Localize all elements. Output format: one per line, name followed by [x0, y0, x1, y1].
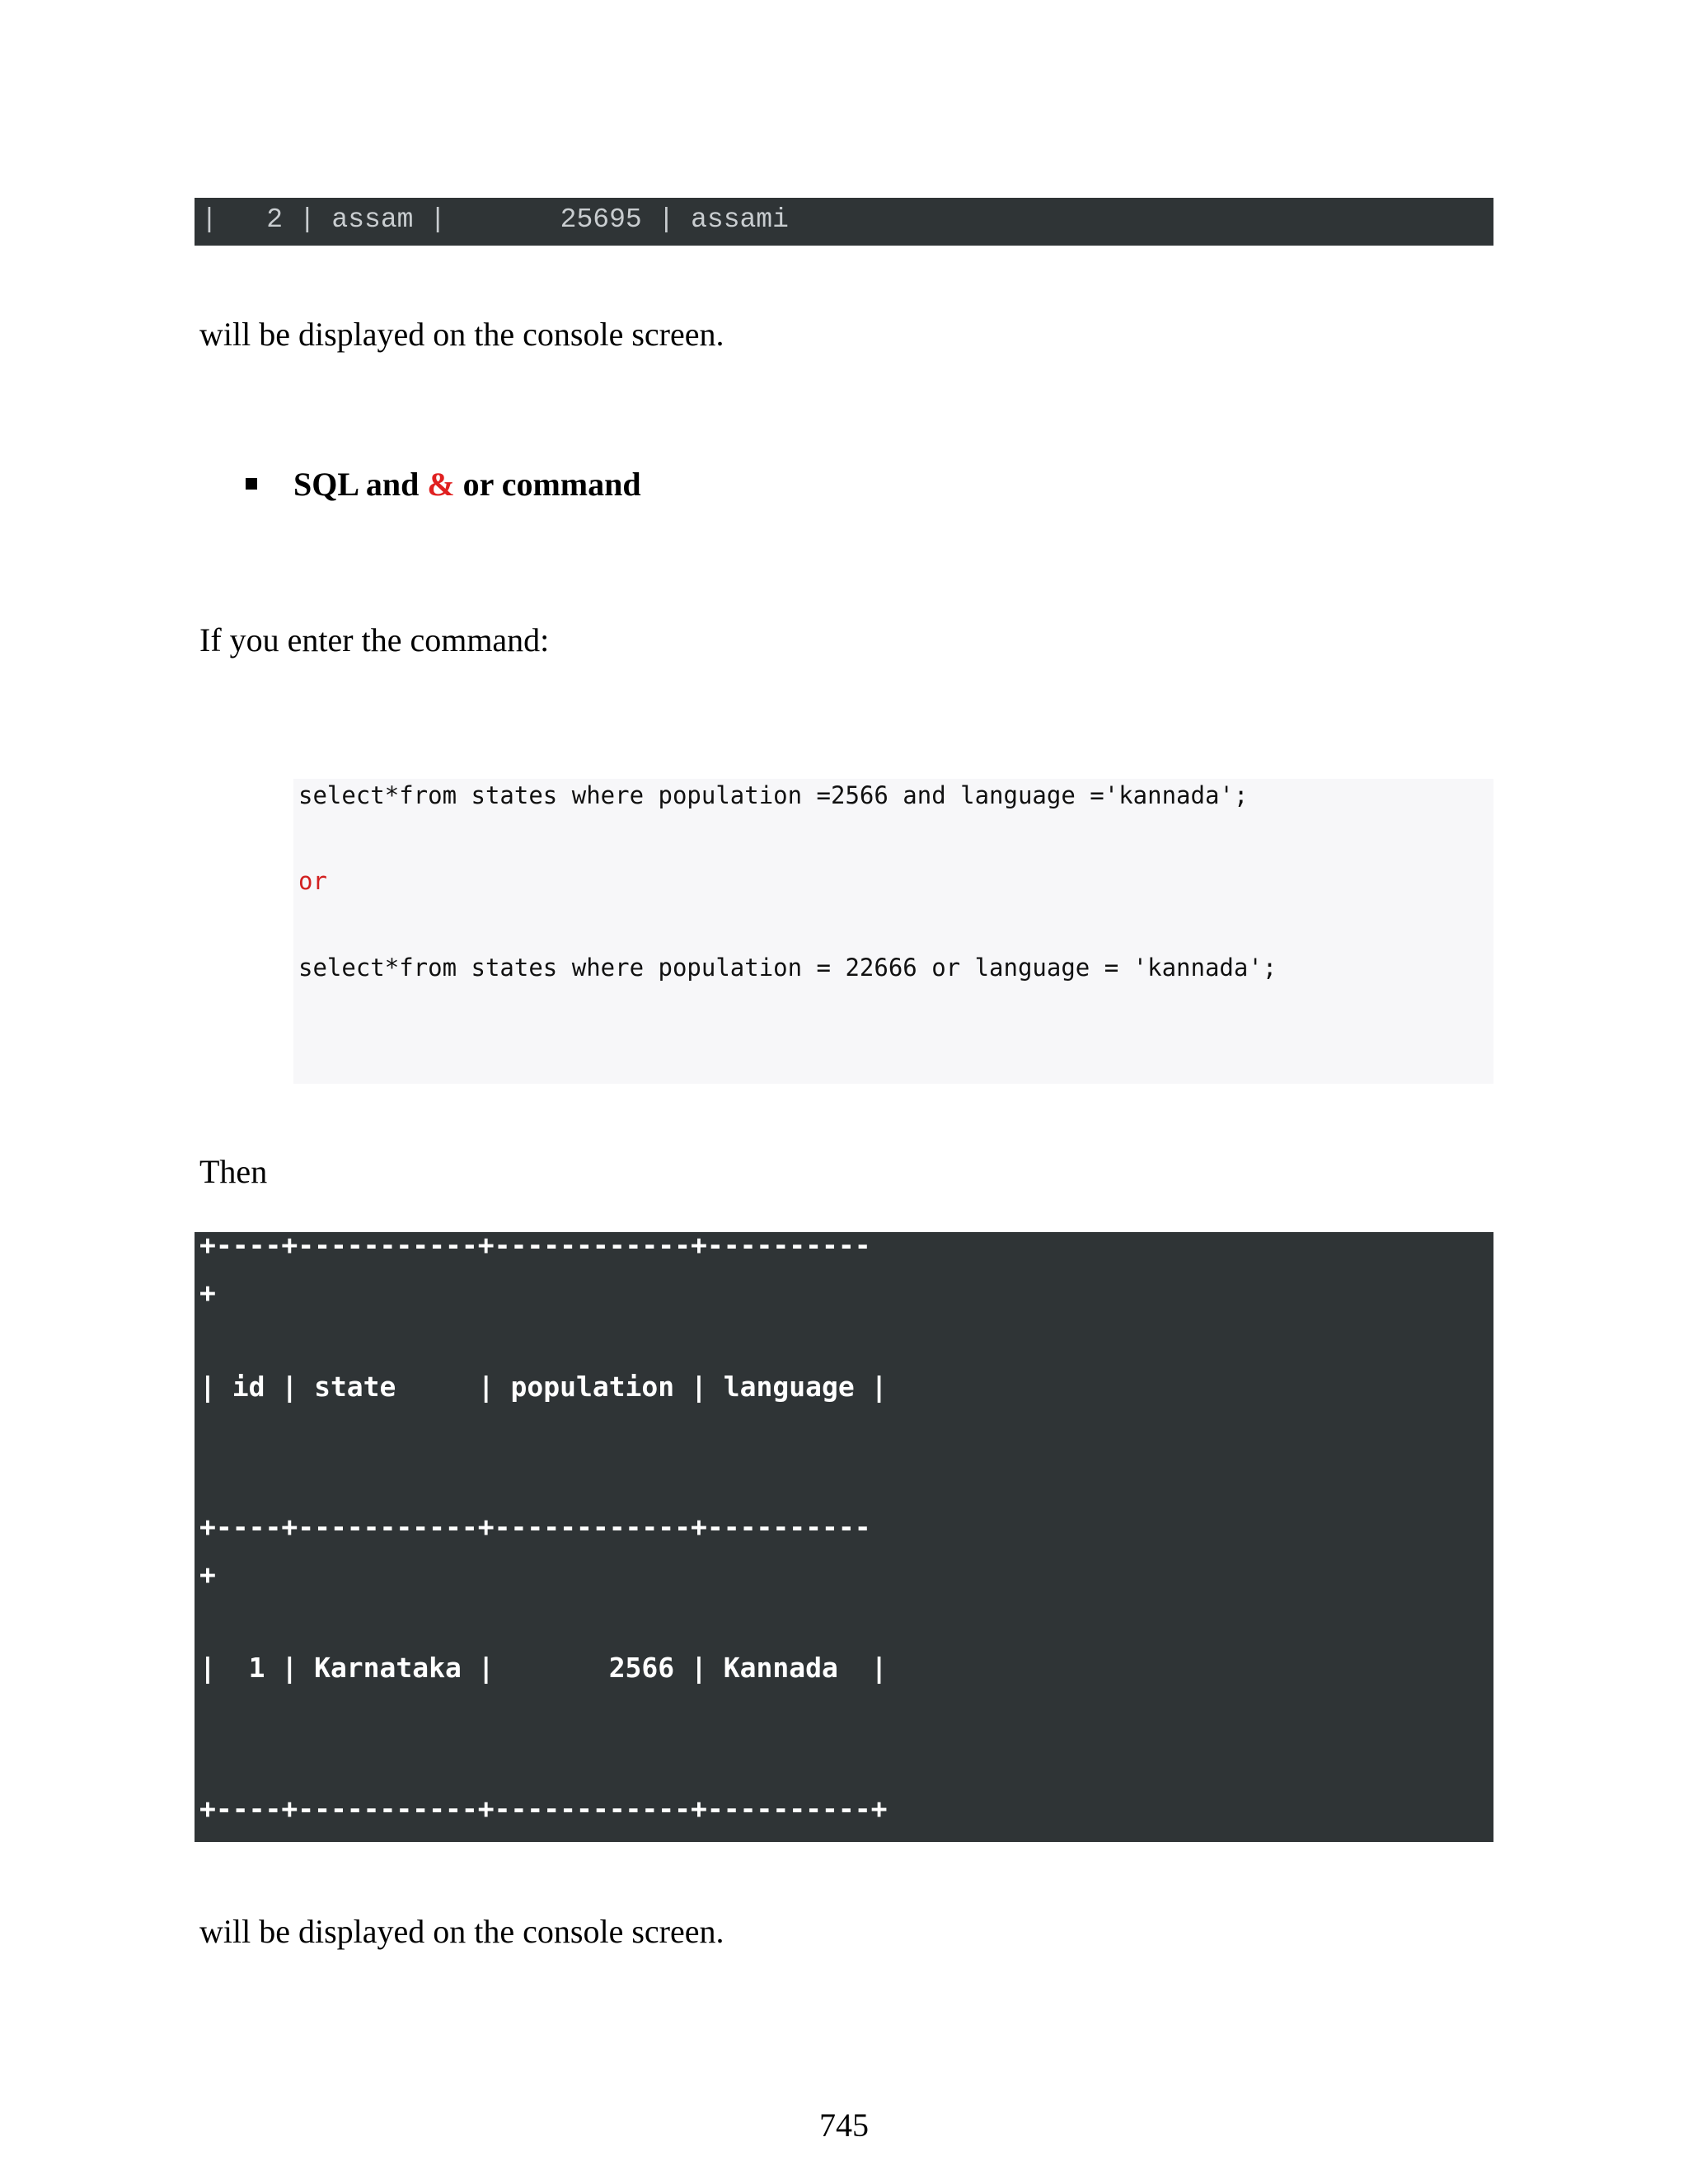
paragraph-console-note-2: will be displayed on the console screen. [199, 1913, 724, 1950]
code-block [293, 779, 1493, 1084]
heading-part-2: or command [454, 465, 641, 503]
console-snippet-top [195, 198, 1493, 246]
paragraph-enter-command: If you enter the command: [199, 621, 550, 658]
paragraph-then: Then [199, 1153, 268, 1190]
section-heading [246, 463, 641, 504]
console-output [195, 1229, 1493, 1842]
console-output-row: | 1 | Karnataka | 2566 | Kannada | [199, 1652, 888, 1684]
console-output-line: + [199, 1277, 216, 1309]
section-heading-text [293, 465, 641, 504]
heading-part-1: SQL and [293, 465, 428, 503]
console-output-line: +----+-----------+------------+---------- [199, 1511, 871, 1543]
heading-ampersand: & [427, 465, 455, 503]
paragraph-console-note: will be displayed on the console screen. [199, 316, 724, 353]
page-number: 745 [819, 2107, 869, 2144]
console-output-header: | id | state | population | language | [199, 1371, 888, 1403]
square-bullet-icon [246, 478, 257, 490]
console-output-line: +----+-----------+------------+----------+ [199, 1793, 888, 1825]
code-line-and: select*from states where population =2566 and language ='kannada'; [298, 781, 1249, 809]
code-line-or: select*from states where population = 22666 or language = 'kannada'; [298, 954, 1278, 982]
code-separator-or: or [298, 867, 327, 895]
console-output-line: + [199, 1558, 216, 1591]
console-line: | 2 | assam | 25695 | assami [201, 204, 789, 235]
console-output-line: +----+-----------+------------+---------- [199, 1229, 871, 1261]
